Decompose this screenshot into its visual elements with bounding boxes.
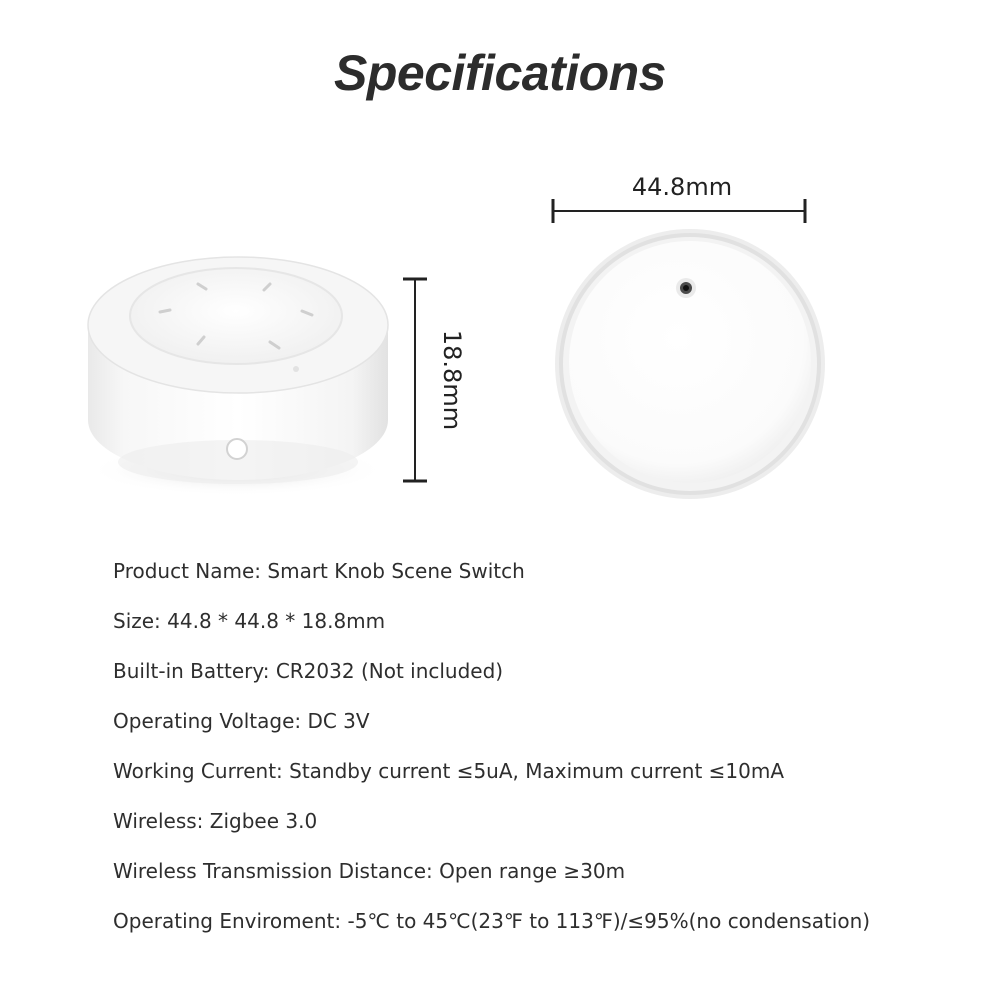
spec-product-name: Product Name: Smart Knob Scene Switch: [113, 559, 525, 583]
spec-battery: Built-in Battery: CR2032 (Not included): [113, 659, 504, 683]
spec-list: [113, 554, 973, 954]
disc-top-view: [555, 229, 825, 499]
spec-size: Size: 44.8 * 44.8 * 18.8mm: [113, 609, 386, 633]
spec-voltage: Operating Voltage: DC 3V: [113, 709, 370, 733]
spec-current: Working Current: Standby current ≤5uA, Maximum current ≤10mA: [113, 759, 785, 783]
spec-environment: Operating Enviroment: -5℃ to 45℃(23℉ to 113℉)/≤95%(no condensation): [113, 909, 871, 933]
knob-side-view: [87, 257, 388, 496]
height-label: 18.8mm: [438, 329, 466, 431]
spec-distance: Wireless Transmission Distance: Open range ≥30m: [113, 859, 626, 883]
height-dimension: [403, 279, 466, 481]
width-dimension: [553, 173, 805, 223]
width-label: 44.8mm: [631, 173, 733, 201]
page-title: Specifications: [334, 45, 666, 101]
spec-wireless: Wireless: Zigbee 3.0: [113, 809, 318, 833]
